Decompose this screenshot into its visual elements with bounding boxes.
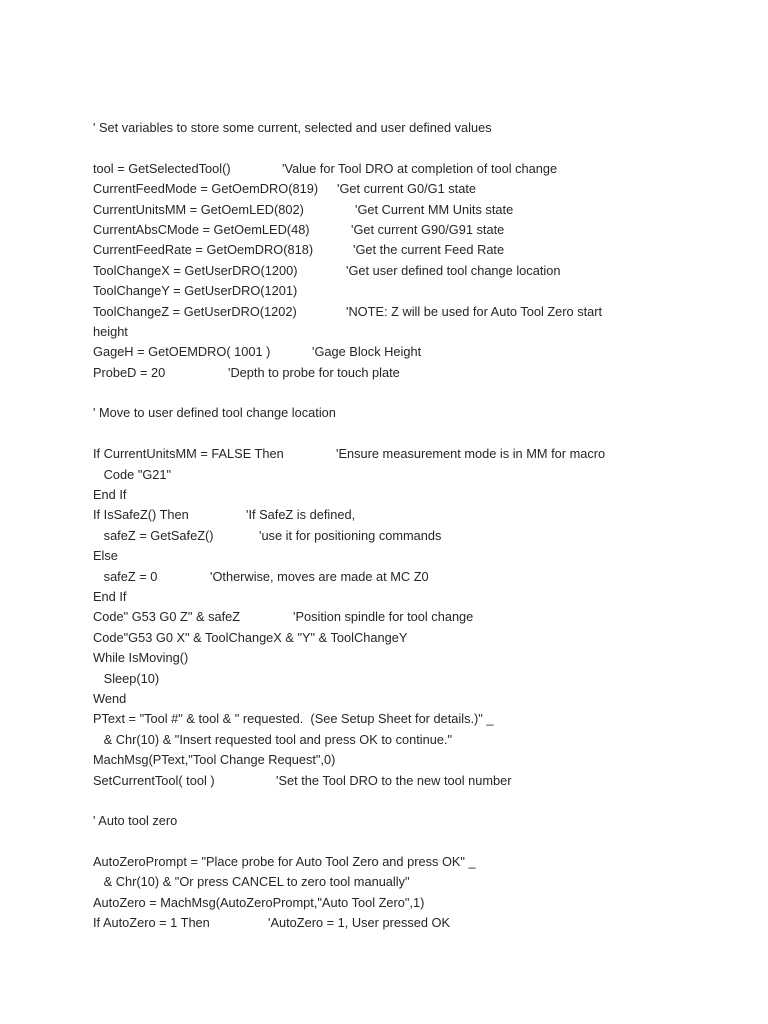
code-line	[93, 342, 653, 362]
code-comment: 'Gage Block Height	[312, 344, 422, 360]
code-comment: 'Ensure measurement mode is in MM for macro	[336, 446, 606, 462]
code-line	[93, 730, 653, 750]
code-statement: While IsMoving()	[93, 650, 189, 666]
code-comment: 'Get current G0/G1 state	[337, 181, 477, 197]
code-comment: 'Get the current Feed Rate	[353, 242, 505, 258]
code-comment: 'Set the Tool DRO to the new tool number	[276, 772, 512, 788]
code-line	[93, 648, 653, 668]
code-comment: 'use it for positioning commands	[259, 527, 442, 543]
code-line	[93, 281, 653, 301]
code-statement: Sleep(10)	[93, 670, 160, 686]
code-line	[93, 465, 653, 485]
code-statement: Code" G53 G0 Z" & safeZ	[93, 609, 241, 625]
code-comment: 'AutoZero = 1, User pressed OK	[268, 915, 451, 931]
code-statement: safeZ = GetSafeZ()	[93, 527, 214, 543]
code-statement: Code "G21"	[93, 466, 172, 482]
code-line	[93, 179, 653, 199]
code-statement: & Chr(10) & "Insert requested tool and press OK to continue."	[93, 731, 453, 747]
code-statement: If CurrentUnitsMM = FALSE Then	[93, 446, 284, 462]
code-line	[93, 913, 653, 933]
code-comment: 'Get user defined tool change location	[346, 262, 561, 278]
code-line	[93, 363, 653, 383]
code-line	[93, 546, 653, 566]
code-line	[93, 526, 653, 546]
code-line	[93, 852, 653, 872]
code-statement: ' Move to user defined tool change location	[93, 405, 336, 421]
code-statement: SetCurrentTool( tool )	[93, 772, 215, 788]
code-statement: PText = "Tool #" & tool & " requested. (See Setup Sheet for details.)" _	[93, 711, 494, 727]
code-line	[93, 771, 653, 791]
code-statement: CurrentFeedMode = GetOemDRO(819)	[93, 181, 319, 197]
code-statement: AutoZeroPrompt = "Place probe for Auto Tool Zero and press OK" _	[93, 854, 476, 870]
code-line	[93, 750, 653, 770]
code-line	[93, 872, 653, 892]
code-line	[93, 485, 653, 505]
code-line	[93, 505, 653, 525]
code-statement: End If	[93, 588, 127, 604]
code-statement: ' Set variables to store some current, selected and user defined values	[93, 120, 492, 135]
code-statement: & Chr(10) & "Or press CANCEL to zero tool manually"	[93, 874, 410, 890]
code-line	[93, 240, 653, 260]
code-statement: End If	[93, 487, 127, 503]
code-line	[93, 444, 653, 464]
code-line	[93, 709, 653, 729]
code-statement: safeZ = 0	[93, 568, 158, 584]
code-line	[93, 628, 653, 648]
code-line	[93, 669, 653, 689]
blank-line	[93, 832, 653, 852]
code-comment: 'Get current G90/G91 state	[351, 221, 505, 237]
code-statement: If AutoZero = 1 Then	[93, 915, 210, 931]
code-comment: 'NOTE: Z will be used for Auto Tool Zero start	[346, 303, 603, 319]
macro-code-block	[93, 118, 653, 934]
code-line	[93, 567, 653, 587]
code-statement: ToolChangeX = GetUserDRO(1200)	[93, 262, 298, 278]
code-statement: ToolChangeY = GetUserDRO(1201)	[93, 283, 298, 299]
code-line	[93, 689, 653, 709]
code-line	[93, 322, 653, 342]
code-comment: 'Value for Tool DRO at completion of tool change	[282, 160, 558, 176]
code-statement: ' Auto tool zero	[93, 813, 178, 829]
code-comment: 'Otherwise, moves are made at MC Z0	[210, 568, 429, 584]
code-comment: 'If SafeZ is defined,	[246, 507, 356, 523]
code-comment: 'Depth to probe for touch plate	[228, 364, 400, 380]
code-statement: CurrentUnitsMM = GetOemLED(802)	[93, 201, 304, 217]
code-line	[93, 200, 653, 220]
code-line	[93, 261, 653, 281]
code-line	[93, 302, 653, 322]
code-statement: tool = GetSelectedTool()	[93, 160, 231, 176]
code-line	[93, 159, 653, 179]
code-line	[93, 118, 653, 138]
code-line	[93, 811, 653, 831]
code-statement: MachMsg(PText,"Tool Change Request",0)	[93, 752, 336, 768]
blank-line	[93, 383, 653, 403]
blank-line	[93, 791, 653, 811]
code-statement: Else	[93, 548, 118, 564]
code-statement: CurrentAbsCMode = GetOemLED(48)	[93, 221, 310, 237]
code-line	[93, 403, 653, 423]
code-statement: CurrentFeedRate = GetOemDRO(818)	[93, 242, 314, 258]
code-statement: AutoZero = MachMsg(AutoZeroPrompt,"Auto Tool Zero",1)	[93, 894, 425, 910]
code-line	[93, 587, 653, 607]
code-statement: Code"G53 G0 X" & ToolChangeX & "Y" & ToolChangeY	[93, 629, 408, 645]
code-line	[93, 607, 653, 627]
code-statement: Wend	[93, 690, 127, 706]
code-comment: 'Get Current MM Units state	[355, 201, 514, 217]
code-statement: ToolChangeZ = GetUserDRO(1202)	[93, 303, 297, 319]
blank-line	[93, 138, 653, 158]
blank-line	[93, 424, 653, 444]
code-line	[93, 220, 653, 240]
code-statement: ProbeD = 20	[93, 364, 166, 380]
code-line	[93, 893, 653, 913]
code-statement: height	[93, 323, 128, 339]
code-statement: If IsSafeZ() Then	[93, 507, 189, 523]
code-comment: 'Position spindle for tool change	[293, 609, 474, 625]
code-statement: GageH = GetOEMDRO( 1001 )	[93, 344, 271, 360]
